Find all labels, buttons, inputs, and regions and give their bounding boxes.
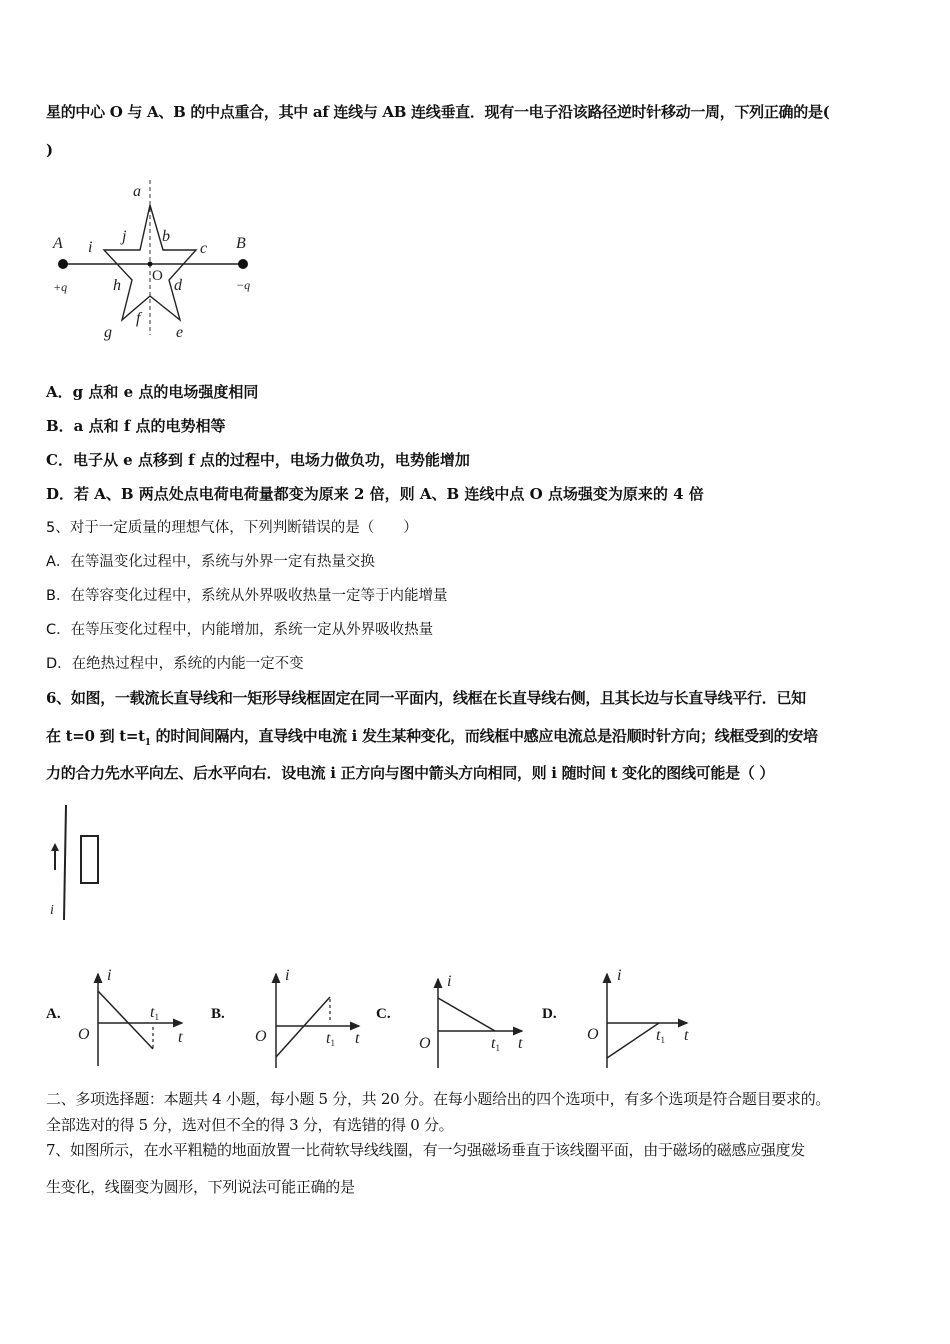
q5-option-b: B．在等容变化过程中，系统从外界吸收热量一定等于内能增量 [46,588,448,604]
label-g: g [104,324,112,341]
graph-d-origin: O [587,1026,599,1043]
label-c: c [200,240,208,257]
q4-option-a: A．g 点和 e 点的电场强度相同 [46,383,259,401]
q5-stem: 5、对于一定质量的理想气体，下列判断错误的是（ ） [46,520,418,536]
q4-stem-line2: ) [46,141,54,159]
graph-c [419,973,523,1068]
q6-stem-line3: 力的合力先水平向左、后水平向右．设电流 i 正方向与图中箭头方向相同，则 i 随时间 t 变化的图线可能是（ ） [46,764,775,782]
graph-c-label: C. [376,1006,391,1022]
label-e: e [176,324,184,341]
q4-option-c: C．电子从 e 点移到 f 点的过程中，电场力做负功，电势能增加 [46,451,470,469]
graph-b-t1-sub: 1 [330,1038,335,1048]
graph-b-line [276,997,330,1057]
graph-d-t1-label [656,1027,665,1045]
graph-d-i-label: i [617,967,622,984]
graph-a-label: A. [46,1006,61,1022]
graph-b-t1-label [326,1030,335,1048]
graph-b-label: B. [211,1006,225,1022]
graph-d-line [607,1023,659,1058]
graph-c-t-label: t [518,1035,523,1052]
section2-instructions-line1: 二、多项选择题：本题共 4 小题，每小题 5 分，共 20 分。在每小题给出的四个选项中，有多个选项是符合题目要求的。 [46,1090,831,1108]
graph-d-label: D. [542,1006,557,1022]
q6-stem-line1: 6、如图，一载流长直导线和一矩形导线框固定在同一平面内，线框在长直导线右侧，且其长边与长直导线平行．已知 [46,689,806,707]
q4-option-d: D．若 A、B 两点处点电荷电荷量都变为原来 2 倍，则 A、B 连线中点 O 点场强变为原来的 4 倍 [46,485,704,503]
label-h: h [113,277,121,294]
label-minus-q: −q [236,278,251,292]
label-d: d [174,277,182,294]
label-A: A [53,235,63,252]
label-f: f [136,310,141,327]
q5-option-c: C．在等压变化过程中，内能增加，系统一定从外界吸收热量 [46,622,434,638]
q6-stem-line2-sub: 1 [144,738,151,748]
label-b: b [162,228,170,245]
graph-a-t1-sub: 1 [154,1012,159,1022]
q7-stem-line1: 7、如图所示，在水平粗糙的地面放置一比荷软导线线圈，有一匀强磁场垂直于该线圈平面，由于磁场的磁感应强度发 [46,1141,805,1159]
graph-b-t-label: t [355,1030,360,1047]
label-current-i: i [50,903,54,918]
label-j: j [122,228,127,245]
q6-stem-line2-post: 的时间间隔内，直导线中电流 i 发生某种变化，而线框中感应电流总是沿顺时针方向；线框受到的安培 [150,727,818,745]
graph-a-t1-text: t [150,1004,155,1021]
graph-c-t1-text: t [491,1035,496,1052]
q4-stem-line1: 星的中心 O 与 A、B 的中点重合，其中 af 连线与 AB 连线垂直．现有一电子沿该路径逆时针移动一周，下列正确的是( [46,103,830,121]
graph-a-t1-label [150,1004,159,1022]
graph-d-t1-sub: 1 [660,1035,665,1045]
label-plus-q: +q [53,280,68,294]
graph-c-origin: O [419,1035,431,1052]
graph-a [78,967,183,1066]
graph-c-t1-label [491,1035,500,1053]
label-i: i [88,239,93,256]
label-B: B [236,235,246,252]
label-O: O [152,268,163,284]
graph-b-t1-text: t [326,1030,331,1047]
graph-d [587,967,689,1068]
q5-option-d: D．在绝热过程中，系统的内能一定不变 [46,656,304,672]
graph-c-line [438,998,495,1031]
section2-instructions-line2: 全部选对的得 5 分，选对但不全的得 3 分，有选错的得 0 分。 [46,1116,454,1134]
q5-option-a: A．在等温变化过程中，系统与外界一定有热量交换 [46,554,375,570]
graph-a-t-label: t [178,1029,183,1046]
graph-c-i-label: i [447,973,452,990]
graph-d-t-label: t [684,1027,689,1044]
graph-b-i-label: i [285,967,290,984]
graph-a-line [98,991,153,1049]
q4-option-b: B．a 点和 f 点的电势相等 [46,417,226,435]
graph-b-origin: O [255,1028,267,1045]
label-a: a [133,183,141,200]
graph-d-t1-text: t [656,1027,661,1044]
graph-a-origin: O [78,1026,90,1043]
graph-b [255,967,360,1068]
q7-stem-line2: 生变化，线圈变为圆形，下列说法可能正确的是 [46,1178,355,1196]
graph-a-i-label: i [107,967,112,984]
q6-stem-line2-pre: 在 t=0 到 t=t [46,727,145,745]
graph-c-t1-sub: 1 [495,1043,500,1053]
